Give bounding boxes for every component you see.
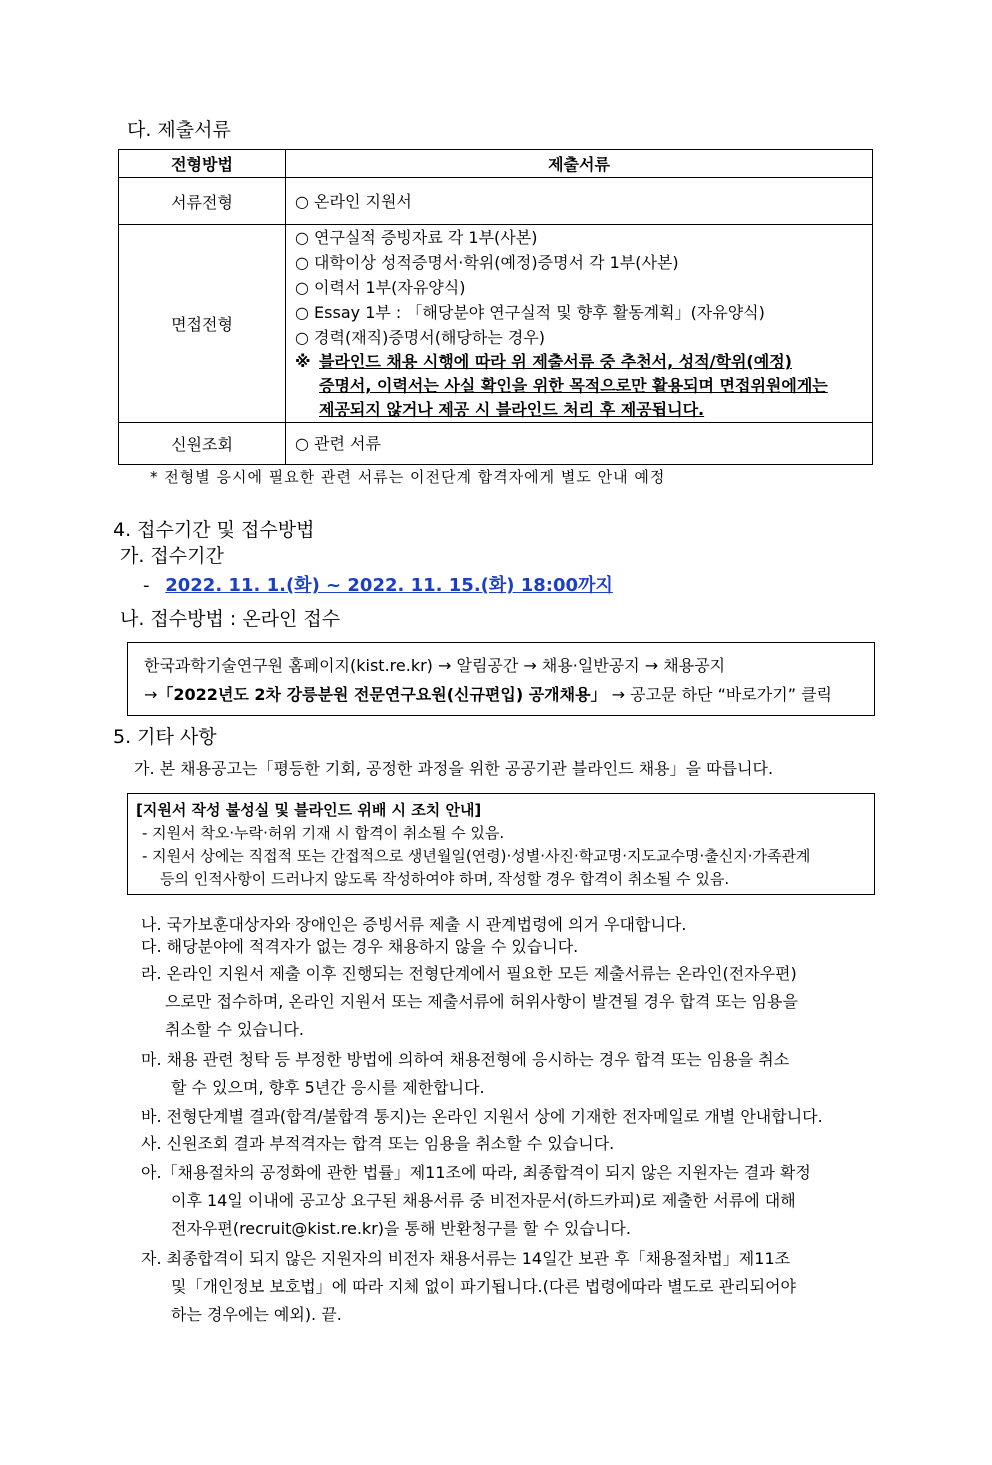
method-line-2-rest: → 공고문 하단 “바로가기” 클릭 (611, 685, 833, 704)
subheading-method: 나. 접수방법 : 온라인 접수 (120, 608, 341, 630)
docs-cell (286, 225, 873, 423)
section-heading-application: 4. 접수기간 및 접수방법 (113, 519, 315, 541)
blind-hiring-note: 가. 본 채용공고는「평등한 기회, 공정한 과정을 위한 공공기관 블라인드 채용」을 따릅니다. (134, 759, 774, 778)
table-row (119, 423, 873, 465)
notice-line: - 지원서 착오·누락·허위 기재 시 합격이 취소될 수 있음. (142, 824, 505, 842)
table-header-method: 전형방법 (119, 150, 286, 178)
item-line: 마. 채용 관련 청탁 등 부정한 방법에 의하여 채용전형에 응시하는 경우 합격 또는 임용을 취소 (141, 1050, 790, 1069)
doc-item: ○ 대학이상 성적증명서·학위(예정)증명서 각 1부(사본) (295, 253, 679, 272)
method-line-2 (144, 682, 832, 705)
item-line: 이후 14일 이내에 공고상 요구된 채용서류 중 비전자문서(하드카피)로 제출한 서류에 대해 (171, 1191, 796, 1210)
warning-line: 증명서, 이력서는 사실 확인을 위한 목적으로만 활용되며 면접위원에게는 (319, 376, 828, 395)
item-line: 바. 전형단계별 결과(합격/불합격 통지)는 온라인 지원서 상에 기재한 전자메일로 개별 안내합니다. (141, 1107, 823, 1126)
subheading-period: 가. 접수기간 (120, 545, 224, 567)
docs-cell (286, 423, 873, 465)
item-line: 라. 온라인 지원서 제출 이후 진행되는 전형단계에서 필요한 모든 제출서류는 온라인(전자우편) (141, 964, 797, 983)
doc-item: ○ 이력서 1부(자유양식) (295, 278, 466, 297)
table-header-docs: 제출서류 (286, 150, 873, 178)
announcement-title: 「2022년도 2차 강릉분원 전문연구요원(신규편입) 공개채용」 (157, 685, 607, 704)
table-header-row (119, 150, 873, 178)
list-item (141, 1159, 881, 1243)
item-line: 나. 국가보훈대상자와 장애인은 증빙서류 제출 시 관계법령에 의거 우대합니다. (141, 915, 687, 934)
table-footnote: * 전형별 응시에 필요한 관련 서류는 이전단계 합격자에게 별도 안내 예정 (150, 468, 666, 486)
item-line: 아.「채용절차의 공정화에 관한 법률」제11조에 따라, 최종합격이 되지 않은 지원자는 결과 확정 (141, 1163, 811, 1182)
section-heading-submission-docs: 다. 제출서류 (127, 119, 231, 141)
blind-violation-notice-box (127, 793, 875, 895)
application-period: 2022. 11. 1.(화) ~ 2022. 11. 15.(화) 18:00까지 (165, 575, 613, 596)
table-row (119, 225, 873, 423)
item-line: 전자우편(recruit@kist.re.kr)을 통해 반환청구를 할 수 있습니다. (171, 1219, 631, 1238)
method-cell: 서류전형 (119, 178, 286, 225)
period-row (143, 571, 613, 597)
item-line: 사. 신원조회 결과 부적격자는 합격 또는 임용을 취소할 수 있습니다. (141, 1134, 615, 1153)
table-row (119, 178, 873, 225)
application-method-box (127, 642, 875, 716)
docs-cell (286, 178, 873, 225)
warning-line: 블라인드 채용 시행에 따라 위 제출서류 중 추천서, 성적/학위(예정) (319, 352, 792, 371)
method-cell: 면접전형 (119, 225, 286, 423)
list-item (141, 960, 881, 1044)
blind-warning (295, 350, 872, 422)
item-line: 다. 해당분야에 적격자가 없는 경우 채용하지 않을 수 있습니다. (141, 937, 579, 956)
doc-item: ○ 연구실적 증빙자료 각 1부(사본) (295, 228, 538, 247)
method-line-1: 한국과학기술연구원 홈페이지(kist.re.kr) → 알림공간 → 채용·일반공지 → 채용공지 (144, 656, 726, 675)
item-line: 으로만 접수하며, 온라인 지원서 또는 제출서류에 허위사항이 발견될 경우 합격 또는 임용을 (165, 992, 798, 1011)
item-line: 할 수 있으며, 향후 5년간 응시를 제한합니다. (171, 1078, 485, 1097)
list-item (141, 1046, 881, 1102)
doc-item: ○ Essay 1부 : 「해당분야 연구실적 및 향후 활동계획」(자유양식) (295, 303, 765, 322)
warning-mark: ※ (295, 352, 311, 371)
list-item (141, 1130, 881, 1158)
list-item (141, 1103, 881, 1131)
item-line: 및「개인정보 보호법」에 따라 지체 없이 파기됩니다.(다른 법령에따라 별도로 관리되어야 (171, 1277, 796, 1296)
section-heading-other: 5. 기타 사항 (113, 726, 217, 748)
item-line: 취소할 수 있습니다. (165, 1020, 304, 1039)
doc-item: ○ 관련 서류 (295, 434, 381, 453)
method-arrow: → (144, 685, 158, 704)
submission-docs-table (118, 149, 873, 465)
list-item (141, 933, 881, 961)
item-line: 자. 최종합격이 되지 않은 지원자의 비전자 채용서류는 14일간 보관 후「채용절차법」제11조 (141, 1249, 791, 1268)
notice-line: - 지원서 상에는 직접적 또는 간접적으로 생년월일(연령)·성별·사진·학교명·지도교수명·출신지·가족관계 (142, 847, 811, 865)
warning-line: 제공되지 않거나 제공 시 블라인드 처리 후 제공됩니다. (319, 400, 705, 419)
item-line: 하는 경우에는 예외). 끝. (171, 1305, 342, 1324)
doc-item: ○ 온라인 지원서 (295, 191, 412, 211)
doc-item: ○ 경력(재직)증명서(해당하는 경우) (295, 328, 546, 347)
notice-line: 등의 인적사항이 드러나지 않도록 작성하여야 하며, 작성할 경우 합격이 취소될 수 있음. (160, 870, 730, 888)
period-dash: - (143, 575, 150, 596)
notice-title: [지원서 작성 불성실 및 블라인드 위배 시 조치 안내] (136, 801, 482, 819)
list-item (141, 1245, 881, 1329)
method-cell: 신원조회 (119, 423, 286, 465)
